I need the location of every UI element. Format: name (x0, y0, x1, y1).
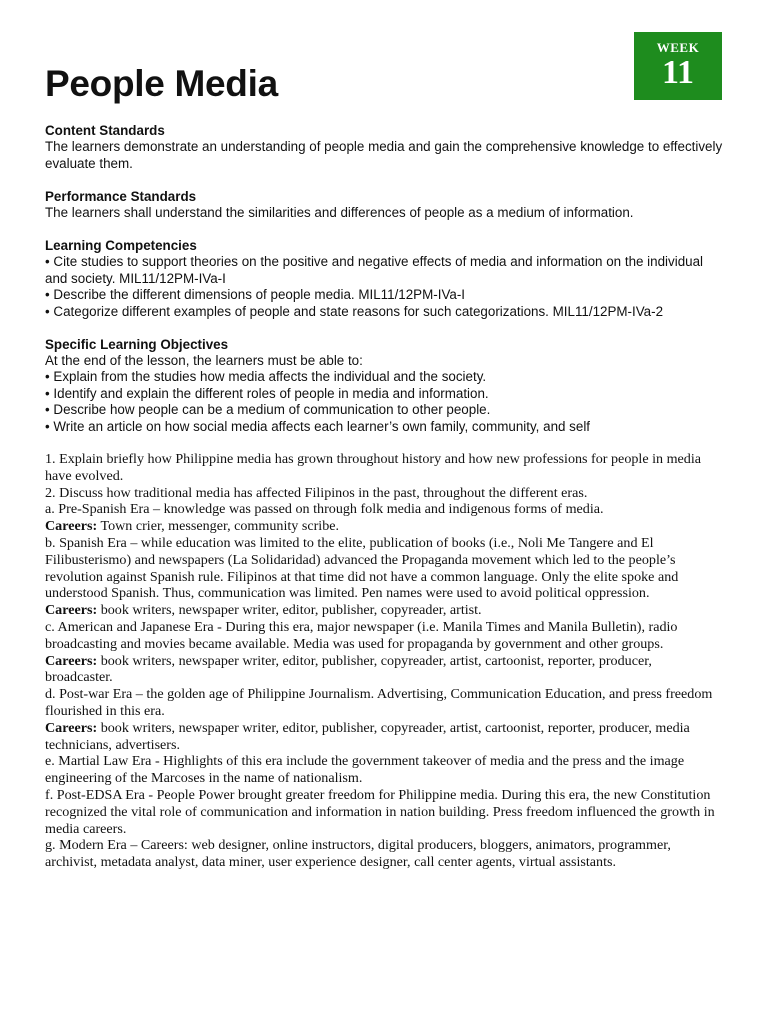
specific-objectives-section (45, 337, 725, 435)
learning-competencies-section (45, 238, 725, 320)
competency-item: • Describe the different dimensions of people media. MIL11/12PM-IVa-I (45, 287, 466, 303)
objective-item: • Describe how people can be a medium of communication to other people. (45, 402, 491, 418)
careers-line-spanish (45, 602, 717, 619)
specific-objectives-intro: At the end of the lesson, the learners must be able to: (45, 352, 363, 368)
era-modern: g. Modern Era – Careers: web designer, online instructors, digital producers, bloggers, animators, programmer, archivist, metadata analyst, data miner, user experience designer, call center agents, virtual assistants. (45, 837, 671, 871)
era-post-edsa: f. Post-EDSA Era - People Power brought greater freedom for Philippine media. During this era, the new Constitution recognized the vital role of communication and information in nation building. Press freedom influenced the growth in media careers. (45, 786, 715, 837)
week-badge (634, 32, 722, 100)
content-standards-text: The learners demonstrate an understanding of people media and gain the comprehensive knowledge to effectively evaluate them. (45, 139, 723, 171)
careers-list: book writers, newspaper writer, editor, publisher, copyreader, artist. (97, 602, 482, 619)
careers-list: Town crier, messenger, community scribe. (97, 518, 340, 535)
careers-list: book writers, newspaper writer, editor, publisher, copyreader, artist, cartoonist, reporter, producer, media technicians, advertisers. (45, 719, 690, 753)
era-pre-spanish: a. Pre-Spanish Era – knowledge was passed on through folk media and indigenous forms of media. (45, 501, 604, 518)
week-label: WEEK (656, 40, 700, 55)
careers-line-pre-spanish (45, 518, 717, 535)
careers-label: Careers: (45, 518, 98, 535)
week-number: 11 (661, 54, 695, 91)
careers-list: book writers, newspaper writer, editor, publisher, copyreader, artist, cartoonist, reporter, producer, broadcaster. (45, 652, 652, 686)
lesson-body (45, 451, 717, 871)
lesson-item-2: 2. Discuss how traditional media has affected Filipinos in the past, throughout the different eras. (45, 484, 588, 501)
standards-content (45, 123, 725, 452)
objective-item: • Identify and explain the different roles of people in media and information. (45, 385, 489, 401)
page-title: People Media (45, 63, 278, 104)
performance-standards-heading: Performance Standards (45, 188, 197, 204)
lesson-item-1: 1. Explain briefly how Philippine media has grown throughout history and how new professions for people in media have evolved. (45, 451, 702, 484)
competency-item: • Cite studies to support theories on the positive and negative effects of media and information on the individual and society. MIL11/12PM-IVa-I (45, 254, 704, 286)
performance-standards-section (45, 189, 725, 222)
careers-line-post-war (45, 720, 717, 754)
content-standards-heading: Content Standards (45, 123, 165, 138)
content-standards-section (45, 123, 725, 172)
competency-item: • Categorize different examples of people and state reasons for such categorizations. MIL11/12PM-IVa-2 (45, 303, 664, 319)
era-american-japanese: c. American and Japanese Era - During this era, major newspaper (i.e. Manila Times and Manila Bulletin), radio broadcasting and movies became available. Media was used for propaganda by government and other groups. (45, 618, 678, 652)
objective-item: • Explain from the studies how media affects the individual and the society. (45, 369, 487, 385)
careers-label: Careers: (45, 602, 98, 619)
learning-competencies-heading: Learning Competencies (45, 238, 197, 254)
objective-item: • Write an article on how social media affects each learner’s own family, community, and self (45, 418, 591, 434)
performance-standards-text: The learners shall understand the similarities and differences of people as a medium of information. (45, 205, 634, 221)
careers-label: Careers: (45, 719, 98, 736)
careers-label: Careers: (45, 652, 98, 669)
specific-objectives-heading: Specific Learning Objectives (45, 336, 229, 352)
era-post-war: d. Post-war Era – the golden age of Philippine Journalism. Advertising, Communication Education, and press freedom flourished in this era. (45, 686, 713, 719)
era-martial-law: e. Martial Law Era - Highlights of this era include the government takeover of media and the press and the image engineering of the Marcoses in the name of nationalism. (45, 753, 685, 787)
era-spanish: b. Spanish Era – while education was limited to the elite, publication of books (i.e., Noli Me Tangere and El Filibusterismo) and newspapers (La Solidaridad) advanced the Propaganda movement which led to the people’s revolution against Spanish rule. Filipinos at that time did not have a common language. Only the elite spoke and understood Spanish. Thus, communication was limited. Pen names were used to avoid political oppression. (45, 534, 679, 602)
careers-line-american-japanese (45, 653, 717, 687)
